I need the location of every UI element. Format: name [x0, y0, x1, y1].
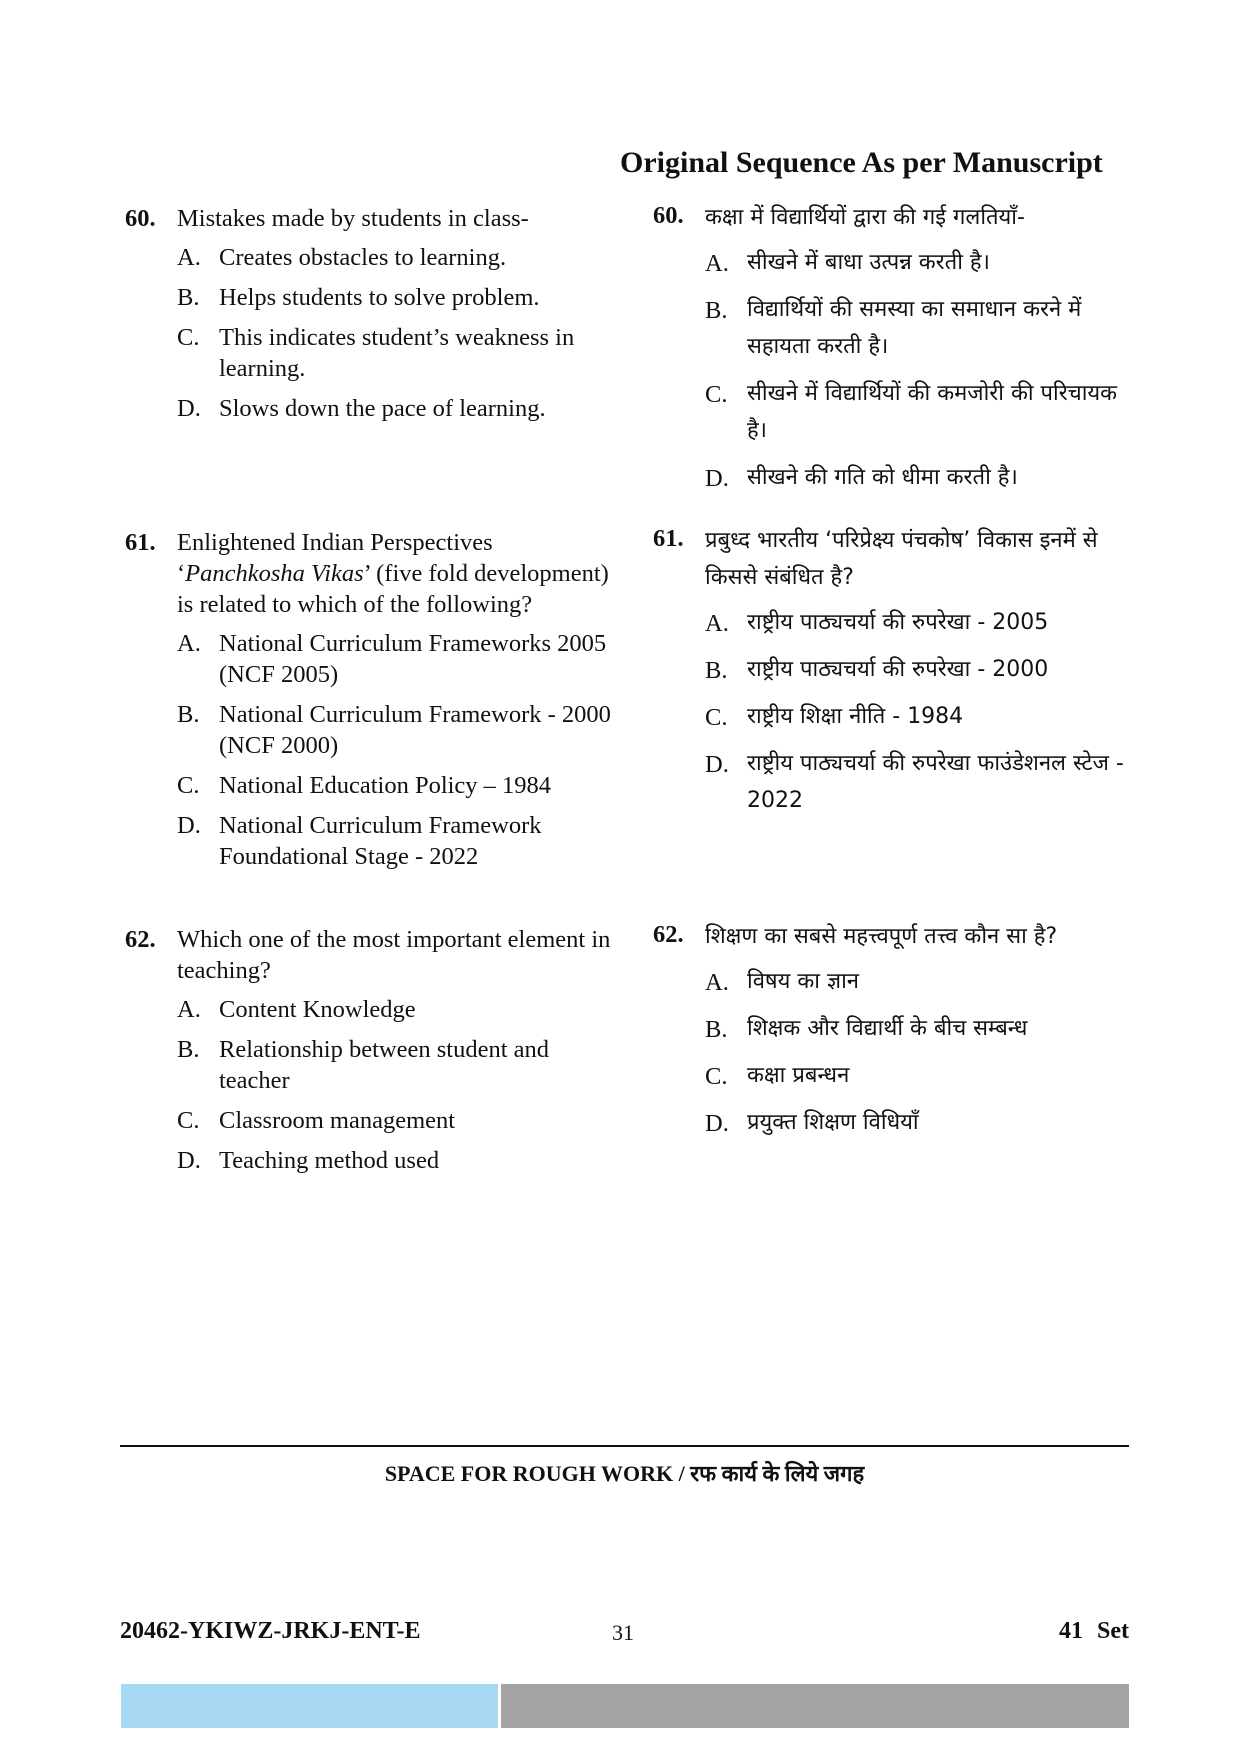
options-list: [705, 963, 1143, 1141]
option-a[interactable]: A. Creates obstacles to learning.: [177, 244, 507, 271]
option-b[interactable]: B. Helps students to solve problem.: [177, 284, 540, 311]
option-b[interactable]: B. National Curriculum Framework - 2000 (NCF 2000): [177, 701, 611, 759]
question-61-hi: [653, 522, 1143, 841]
question-62-hi: [653, 918, 1143, 1163]
option-d[interactable]: D. Slows down the pace of learning.: [177, 395, 546, 422]
options-list: [705, 604, 1143, 819]
footer-bar-right: [501, 1684, 1129, 1728]
option-d[interactable]: D. राष्ट्रीय पाठ्यचर्या की रुपरेखा फाउंडेशनल स्टेज - 2022: [705, 751, 1124, 813]
question-number: 62.: [653, 921, 684, 948]
option-a[interactable]: A. सीखने में बाधा उत्पन्न करती है।: [705, 250, 990, 277]
question-number: 60.: [125, 205, 156, 232]
question-number: 61.: [125, 529, 156, 556]
option-c[interactable]: C. Classroom management: [177, 1107, 456, 1134]
option-a[interactable]: A. Content Knowledge: [177, 996, 416, 1023]
option-b[interactable]: B. राष्ट्रीय पाठ्यचर्या की रुपरेखा - 2000: [705, 657, 1049, 684]
option-d[interactable]: D. प्रयुक्त शिक्षण विधियाँ: [705, 1110, 919, 1137]
option-d[interactable]: D. Teaching method used: [177, 1147, 440, 1174]
question-number: 61.: [653, 525, 684, 552]
set-label: 41 Set: [1059, 1618, 1129, 1644]
question-text: Mistakes made by students in class-: [177, 205, 529, 232]
rough-work-label: SPACE FOR ROUGH WORK / रफ कार्य के लिये जगह: [384, 1461, 865, 1486]
option-a[interactable]: A. विषय का ज्ञान: [705, 969, 859, 996]
option-a[interactable]: A. National Curriculum Frameworks 2005 (NCF 2005): [177, 630, 607, 688]
footer-bar-left: [121, 1684, 498, 1728]
question-text: प्रबुध्द भारतीय ‘परिप्रेक्ष्य पंचकोष’ विकास इनमें से किससे संबंधित है?: [705, 528, 1098, 590]
option-c[interactable]: C. सीखने में विद्यार्थियों की कमजोरी की परिचायक है।: [705, 381, 1118, 443]
option-c[interactable]: C. National Education Policy – 1984: [177, 772, 552, 799]
page-number: 31: [612, 1620, 634, 1645]
question-text: शिक्षण का सबसे महत्त्वपूर्ण तत्त्व कौन सा है?: [705, 924, 1058, 949]
question-61-en: [125, 527, 615, 897]
option-b[interactable]: B. शिक्षक और विद्यार्थी के बीच सम्बन्ध: [705, 1016, 1028, 1043]
option-c[interactable]: C. This indicates student’s weakness in learning.: [177, 324, 575, 382]
option-c[interactable]: C. कक्षा प्रबन्धन: [705, 1063, 850, 1090]
booklet-code: 20462-YKIWZ-JRKJ-ENT-E: [120, 1618, 421, 1644]
question-text: कक्षा में विद्यार्थियों द्वारा की गई गलतियाँ-: [705, 205, 1025, 230]
option-d[interactable]: D. सीखने की गति को धीमा करती है।: [705, 465, 1018, 492]
question-number: 62.: [125, 926, 156, 953]
question-62-en: [125, 924, 615, 1201]
options-list: [177, 242, 615, 424]
options-list: [177, 994, 615, 1176]
question-text: Which one of the most important element in teaching?: [177, 926, 611, 984]
option-b[interactable]: B. Relationship between student and teacher: [177, 1036, 549, 1094]
options-list: [177, 628, 615, 872]
question-text: Enlightened Indian Perspectives ‘Panchkosha Vikas’ (five fold development) is related to which of the following?: [177, 529, 609, 618]
option-d[interactable]: D. National Curriculum Framework Foundational Stage - 2022: [177, 812, 542, 870]
options-list: [705, 244, 1143, 496]
option-c[interactable]: C. राष्ट्रीय शिक्षा नीति - 1984: [705, 704, 964, 731]
question-60-hi: [653, 199, 1143, 518]
question-number: 60.: [653, 202, 684, 229]
section-title: Original Sequence As per Manuscript: [620, 146, 1103, 179]
option-a[interactable]: A. राष्ट्रीय पाठ्यचर्या की रुपरेखा - 2005: [705, 610, 1049, 637]
rough-work-divider: [120, 1445, 1129, 1447]
option-b[interactable]: B. विद्यार्थियों की समस्या का समाधान करने में सहायता करती है।: [705, 297, 1082, 359]
question-60-en: [125, 203, 615, 449]
